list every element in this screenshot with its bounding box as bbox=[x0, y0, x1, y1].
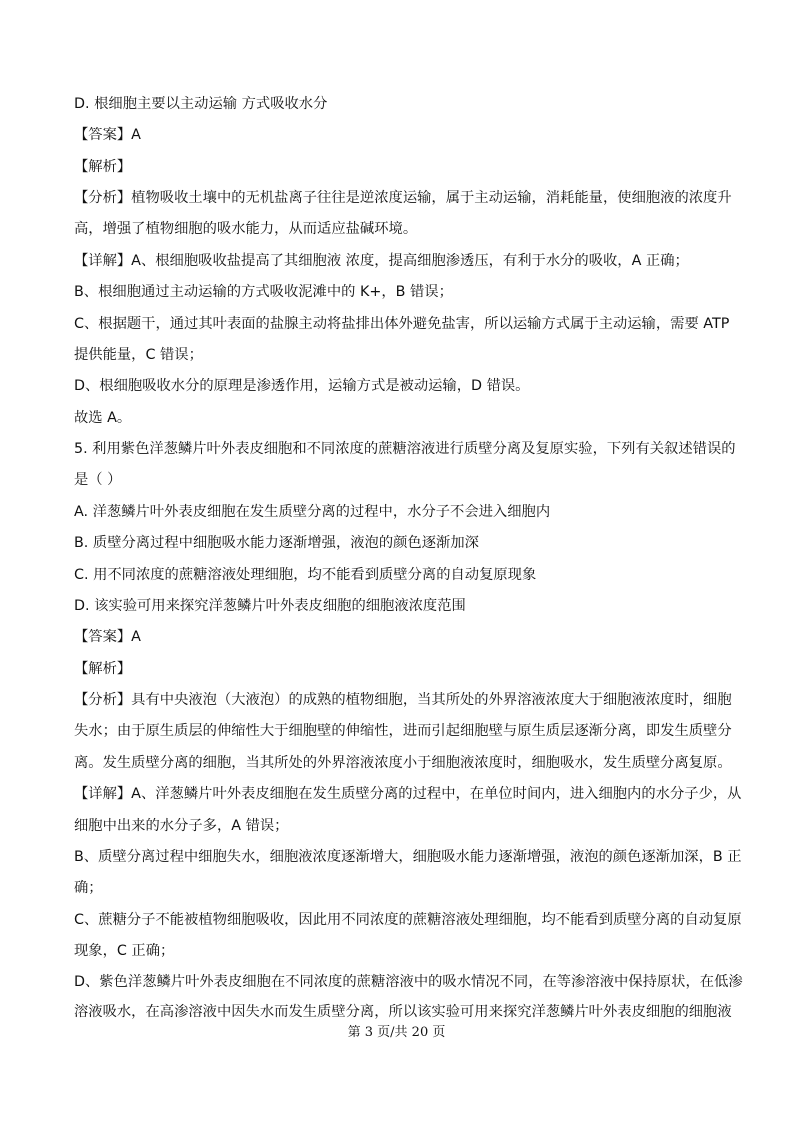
text-line: 溶液吸水，在高渗溶液中因失水而发生质壁分离，所以该实验可用来探究洋葱鳞片叶外表皮细胞的细胞液 bbox=[74, 1004, 732, 1020]
text-line: B、根细胞通过主动运输的方式吸收泥滩中的 K+，B 错误； bbox=[74, 284, 453, 300]
answer-label: 【答案】A bbox=[74, 127, 141, 143]
option-d: D. 该实验可用来探究洋葱鳞片叶外表皮细胞的细胞液浓度范围 bbox=[74, 598, 466, 614]
text-line: 失水；由于原生质层的伸缩性大于细胞壁的伸缩性，进而引起细胞壁与原生质层逐渐分离，即发生质壁分 bbox=[74, 723, 732, 739]
text-line: 【分析】具有中央液泡（大液泡）的成熟的植物细胞，当其所处的外界溶液浓度大于细胞液浓度时，细胞 bbox=[74, 692, 732, 708]
text-line: 现象，C 正确； bbox=[74, 943, 175, 959]
text-line: 【分析】植物吸收土壤中的无机盐离子往往是逆浓度运输，属于主动运输，消耗能量，使细胞液的浓度升 bbox=[74, 190, 732, 206]
analysis-label: 【解析】 bbox=[74, 661, 132, 677]
answer-label: 【答案】A bbox=[74, 629, 141, 645]
text-line: D、根细胞吸收水分的原理是渗透作用，运输方式是被动运输，D 错误。 bbox=[74, 378, 530, 394]
question-stem: 是（ ） bbox=[74, 472, 122, 488]
text-line: 【详解】A、洋葱鳞片叶外表皮细胞在发生质壁分离的过程中，在单位时间内，进入细胞内的水分子少，从 bbox=[74, 786, 742, 802]
page-footer: 第 3 页/共 20 页 bbox=[347, 1025, 446, 1040]
text-line: 故选 A。 bbox=[74, 410, 132, 426]
text-line: 提供能量，C 错误； bbox=[74, 347, 203, 363]
option-a: A. 洋葱鳞片叶外表皮细胞在发生质壁分离的过程中，水分子不会进入细胞内 bbox=[74, 504, 551, 520]
text-line: D. 根细胞主要以主动运输 方式吸收水分 bbox=[74, 96, 328, 112]
text-line: 确； bbox=[74, 880, 103, 896]
option-b: B. 质壁分离过程中细胞吸水能力逐渐增强，液泡的颜色逐渐加深 bbox=[74, 535, 479, 551]
text-line: 离。发生质壁分离的细胞，当其所处的外界溶液浓度小于细胞液浓度时，细胞吸水，发生质壁分离复原。 bbox=[74, 755, 732, 771]
text-line: C、根据题干，通过其叶表面的盐腺主动将盐排出体外避免盐害，所以运输方式属于主动运输，需要 ATP bbox=[74, 316, 730, 332]
text-line: D、紫色洋葱鳞片叶外表皮细胞在不同浓度的蔗糖溶液中的吸水情况不同，在等渗溶液中保持原状，在低渗 bbox=[74, 974, 743, 990]
text-line: C、蔗糖分子不能被植物细胞吸收，因此用不同浓度的蔗糖溶液处理细胞，均不能看到质壁分离的自动复原 bbox=[74, 912, 742, 928]
text-line: 【详解】A、根细胞吸收盐提高了其细胞液 浓度，提高细胞渗透压，有利于水分的吸收，A 正确； bbox=[74, 253, 689, 269]
text-line: B、质壁分离过程中细胞失水，细胞液浓度逐渐增大，细胞吸水能力逐渐增强，液泡的颜色逐渐加深，B 正 bbox=[74, 849, 742, 865]
text-line: 细胞中出来的水分子多，A 错误； bbox=[74, 818, 289, 834]
analysis-label: 【解析】 bbox=[74, 159, 132, 175]
text-line: 高，增强了植物细胞的吸水能力，从而适应盐碱环境。 bbox=[74, 221, 418, 237]
question-stem: 5. 利用紫色洋葱鳞片叶外表皮细胞和不同浓度的蔗糖溶液进行质壁分离及复原实验，下列有关叙述错误的 bbox=[74, 441, 736, 457]
option-c: C. 用不同浓度的蔗糖溶液处理细胞，均不能看到质壁分离的自动复原现象 bbox=[74, 567, 537, 583]
